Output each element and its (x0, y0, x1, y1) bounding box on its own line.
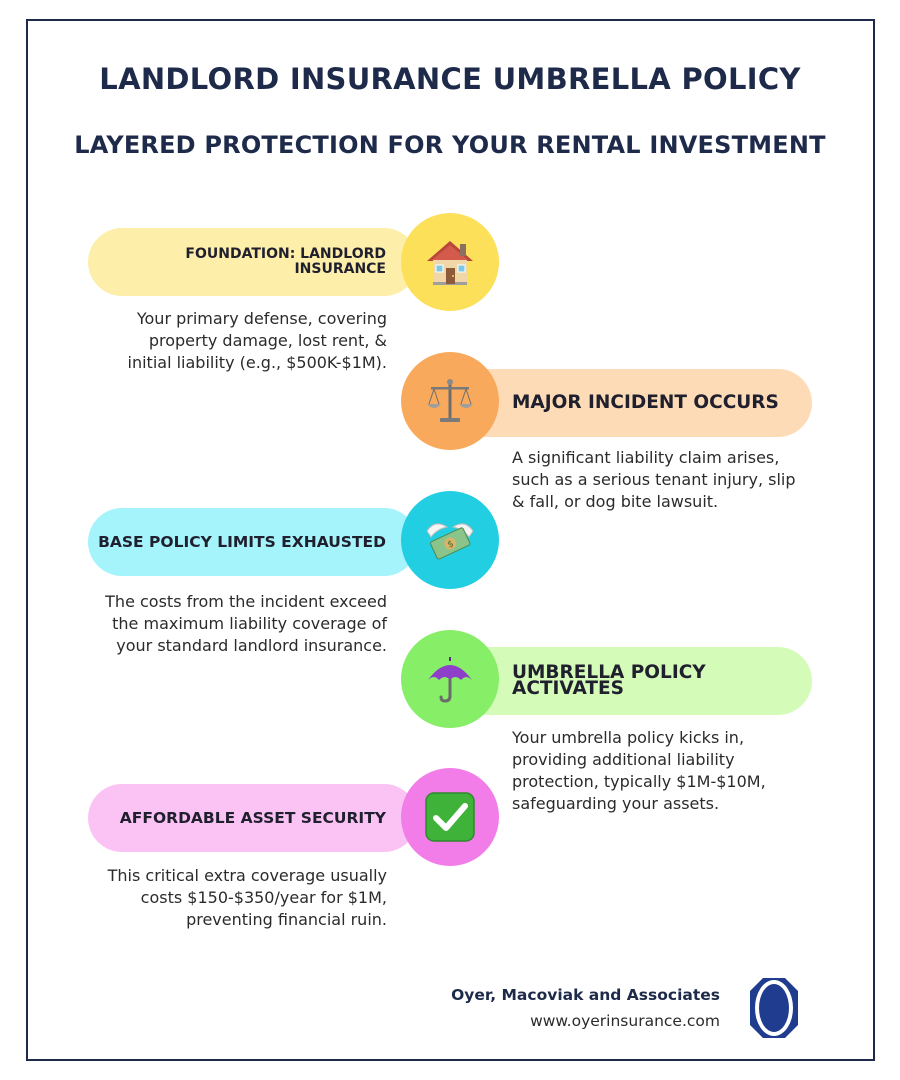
step-4-description: Your umbrella policy kicks in, providing additional liability protection, typically $1M-$10M, safeguarding your assets. (512, 728, 766, 813)
check-mark-icon (424, 791, 476, 843)
page-title: LANDLORD INSURANCE UMBRELLA POLICY (99, 62, 801, 96)
step-1-pill (88, 228, 418, 296)
step-3-pill (88, 508, 418, 576)
step-1-label-line1: FOUNDATION: LANDLORD (185, 246, 386, 262)
step-1-circle (401, 213, 499, 311)
umbrella-icon (425, 654, 475, 704)
step-5-label: AFFORDABLE ASSET SECURITY (119, 809, 386, 827)
company-name: Oyer, Macoviak and Associates (451, 986, 720, 1004)
step-3-label: BASE POLICY LIMITS EXHAUSTED (98, 533, 386, 551)
company-url[interactable]: www.oyerinsurance.com (530, 1012, 720, 1030)
step-1-label-line2: INSURANCE (294, 261, 386, 277)
step-2-description: A significant liability claim arises, such as a serious tenant injury, slip & fall, or dog bite lawsuit. (512, 448, 796, 511)
house-icon (425, 237, 475, 287)
step-5-circle (401, 768, 499, 866)
step-5-pill (88, 784, 418, 852)
step-4-label: UMBRELLA POLICY ACTIVATES (512, 662, 706, 699)
money-with-wings-icon (423, 515, 477, 565)
step-5-description: This critical extra coverage usually costs $150-$350/year for $1M, preventing financial ruin. (107, 866, 387, 929)
page-subtitle: LAYERED PROTECTION FOR YOUR RENTAL INVESTMENT (74, 131, 826, 159)
step-3-description: The costs from the incident exceed the maximum liability coverage of your standard landlord insurance. (105, 592, 387, 655)
step-4-circle (401, 630, 499, 728)
company-logo-icon (749, 977, 799, 1039)
step-1-label (185, 247, 386, 277)
step-2-circle (401, 352, 499, 450)
svg-text:$: $ (446, 539, 456, 551)
scales-icon (425, 376, 475, 426)
step-3-circle (401, 491, 499, 589)
step-1-description: Your primary defense, covering property damage, lost rent, & initial liability (e.g., $500K-$1M). (127, 309, 387, 372)
step-2-label: MAJOR INCIDENT OCCURS (512, 392, 779, 413)
